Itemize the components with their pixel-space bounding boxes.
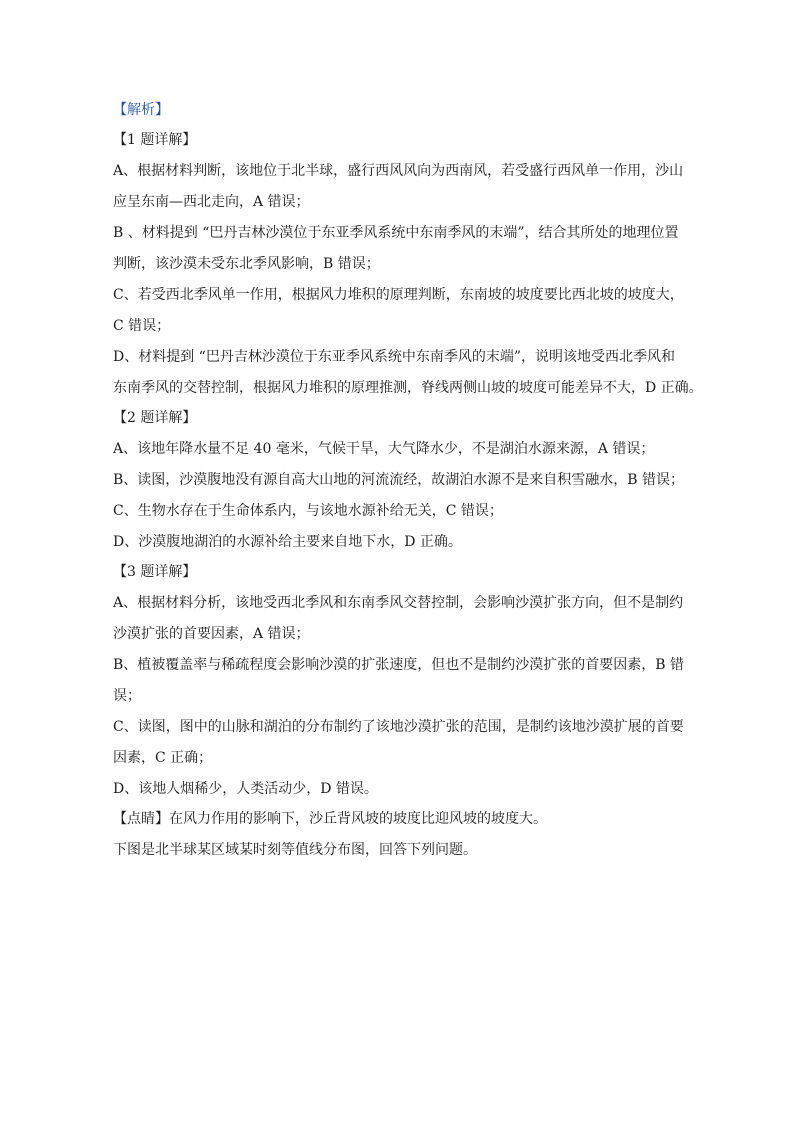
document-page (113, 100, 703, 860)
q1-line: C 错误； (113, 318, 171, 334)
q1-line: D、材料提到 “巴丹吉林沙漠位于东亚季风系统中东南季风的末端”，说明该地受西北季风和 (113, 349, 675, 365)
q3-line: 因素，C 正确； (113, 750, 213, 766)
q3-line: D、该地人烟稀少，人类活动少，D 错误。 (113, 781, 378, 797)
next-question-prompt: 下图是北半球某区域某时刻等值线分布图，回答下列问题。 (113, 842, 477, 858)
q2-line: B、读图，沙漠腹地没有源自高大山地的河流流经，故湖泊水源不是来自积雪融水，B 错误； (113, 472, 685, 488)
q3-line: 沙漠扩张的首要因素，A 错误； (113, 626, 310, 642)
tip-paragraph (113, 809, 685, 829)
tip-text: 在风力作用的影响下，沙丘背风坡的坡度比迎风坡的坡度大。 (169, 811, 547, 827)
q3-line: B、植被覆盖率与稀疏程度会影响沙漠的扩张速度，但也不是制约沙漠扩张的首要因素，B 错 (113, 657, 685, 673)
q2-line: D、沙漠腹地湖泊的水源补给主要来自地下水，D 正确。 (113, 534, 462, 550)
q3-title: 【3 题详解】 (113, 564, 197, 580)
q2-title: 【2 题详解】 (113, 410, 197, 426)
q1-line: A、根据材料判断，该地位于北半球，盛行西风风向为西南风，若受盛行西风单一作用，沙山 (113, 163, 684, 179)
q3-line: A、根据材料分析，该地受西北季风和东南季风交替控制，会影响沙漠扩张方向，但不是制约 (113, 595, 684, 611)
q1-line: B 、材料提到 “巴丹吉林沙漠位于东亚季风系统中东南季风的末端”，结合其所处的地理位置 (113, 225, 679, 241)
q2-line: C、生物水存在于生命体系内，与该地水源补给无关，C 错误； (113, 503, 503, 519)
q1-line: 判断，该沙漠未受东北季风影响，B 错误； (113, 256, 380, 272)
q1-line: 应呈东南—西北走向，A 错误； (113, 194, 310, 210)
q3-line: C、读图，图中的山脉和湖泊的分布制约了该地沙漠扩张的范围，是制约该地沙漠扩展的首要 (113, 719, 684, 735)
tip-title: 【点睛】 (113, 811, 169, 827)
q1-title: 【1 题详解】 (113, 132, 197, 148)
q1-line: C、若受西北季风单一作用，根据风力堆积的原理判断，东南坡的坡度要比西北坡的坡度大， (113, 287, 684, 303)
analysis-title: 【解析】 (113, 102, 169, 118)
q1-line: 东南季风的交替控制，根据风力堆积的原理推测，脊线两侧山坡的坡度可能差异不大，D 正确。 (113, 380, 703, 396)
q2-line: A、该地年降水量不足 40 毫米，气候干旱，大气降水少，不是湖泊水源来源，A 错误； (113, 441, 655, 457)
q3-line: 误； (113, 688, 141, 704)
